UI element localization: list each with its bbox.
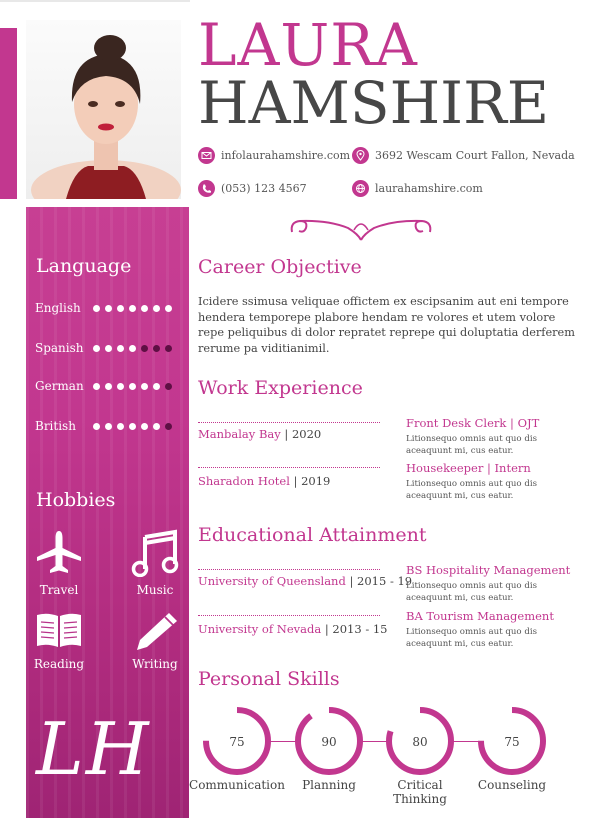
hobby-label: Reading — [33, 657, 85, 671]
rating-dot — [165, 305, 172, 312]
work-place: Manbalay Bay | 2020 — [198, 427, 322, 441]
language-rating — [93, 345, 172, 352]
profile-photo — [26, 20, 181, 199]
rating-dot — [165, 383, 172, 390]
work-role: Housekeeper | Intern — [406, 461, 531, 475]
skill-value: 75 — [229, 735, 245, 749]
hobby-label: Writing — [132, 657, 178, 671]
language-heading: Language — [36, 255, 132, 277]
rating-dot — [105, 345, 112, 352]
website-text: laurahamshire.com — [375, 182, 483, 195]
rating-dot — [93, 423, 100, 430]
education-description: Litionsequo omnis aut quo dis aceaquunt mi, cus eatur. — [406, 627, 537, 649]
education-title: Educational Attainment — [198, 524, 427, 546]
skill-ring — [370, 705, 470, 777]
hobby-music — [122, 529, 188, 597]
rating-dot — [117, 383, 124, 390]
rating-dot — [129, 423, 136, 430]
contact-email — [198, 147, 350, 164]
hobby-label: Travel — [39, 583, 79, 597]
airplane-icon — [35, 529, 83, 577]
rating-dot — [93, 345, 100, 352]
work-description: Litionsequo omnis aut quo dis aceaquunt mi, cus eatur. — [406, 434, 537, 456]
contact-website — [352, 180, 483, 197]
rating-dot — [141, 423, 148, 430]
rating-dot — [105, 423, 112, 430]
language-name: Spanish — [35, 341, 84, 355]
rating-dot — [93, 305, 100, 312]
skill-label: Communication — [189, 778, 285, 792]
rating-dot — [141, 383, 148, 390]
rating-dot — [153, 345, 160, 352]
rating-dot — [129, 383, 136, 390]
education-place: University of Nevada | 2013 - 15 — [198, 622, 388, 636]
location-pin-icon — [352, 147, 369, 164]
skill-label: Critical Thinking — [393, 778, 447, 806]
rating-dot — [141, 345, 148, 352]
education-place: University of Queensland | 2015 - 19 — [198, 574, 413, 588]
rating-dot — [129, 305, 136, 312]
hobby-label: Music — [136, 583, 174, 597]
rating-dot — [117, 305, 124, 312]
language-row — [35, 341, 185, 357]
language-row — [35, 379, 185, 395]
phone-text: (053) 123 4567 — [221, 182, 307, 195]
hobby-writing — [122, 611, 188, 671]
rating-dot — [165, 423, 172, 430]
language-name: British — [35, 419, 76, 433]
hobby-travel — [26, 529, 92, 597]
work-experience-title: Work Experience — [198, 377, 363, 399]
skill-label: Counseling — [477, 778, 547, 792]
rating-dot — [153, 383, 160, 390]
work-role: Front Desk Clerk | OJT — [406, 416, 540, 430]
divider — [198, 569, 380, 570]
skill-label: Planning — [302, 778, 356, 792]
open-book-icon — [35, 611, 83, 651]
first-name: LAURA — [198, 11, 418, 79]
skill-value: 90 — [321, 735, 337, 749]
skill-value: 75 — [504, 735, 520, 749]
education-degree: BS Hospitality Management — [406, 563, 571, 577]
work-description: Litionsequo omnis aut quo dis aceaquunt mi, cus eatur. — [406, 479, 537, 501]
mail-icon — [198, 147, 215, 164]
email-text: infolaurahamshire.com — [221, 149, 351, 162]
rating-dot — [105, 383, 112, 390]
rating-dot — [153, 423, 160, 430]
personal-skills-title: Personal Skills — [198, 668, 340, 690]
career-objective-title: Career Objective — [198, 256, 362, 278]
skill-ring — [462, 705, 562, 777]
language-rating — [93, 383, 172, 390]
divider — [198, 615, 380, 616]
divider — [198, 467, 380, 468]
skill-ring — [279, 705, 379, 777]
hobbies-heading: Hobbies — [36, 489, 116, 511]
rating-dot — [141, 305, 148, 312]
rating-dot — [117, 345, 124, 352]
hobby-reading — [26, 611, 92, 671]
music-note-icon — [131, 529, 179, 577]
top-divider — [0, 0, 190, 2]
globe-icon — [352, 180, 369, 197]
rating-dot — [117, 423, 124, 430]
flourish-ornament — [288, 212, 434, 248]
language-name: German — [35, 379, 84, 393]
rating-dot — [105, 305, 112, 312]
monogram: LH — [36, 707, 151, 791]
career-objective-text: Icidere ssimusa veliquae offictem ex escipsanim aut eni tempore hendera temporepe plabore hendam re volores et utem volore repe peliquibus di dolor repratet reprepe qui doluptatia derferem rerume pa viditianimil. — [198, 295, 575, 355]
contact-phone — [198, 180, 307, 197]
language-row — [35, 419, 185, 435]
rating-dot — [129, 345, 136, 352]
rating-dot — [93, 383, 100, 390]
work-place: Sharadon Hotel | 2019 — [198, 474, 331, 488]
phone-icon — [198, 180, 215, 197]
sidebar — [26, 207, 189, 818]
language-rating — [93, 423, 172, 430]
contact-address — [352, 147, 575, 164]
rating-dot — [153, 305, 160, 312]
divider — [198, 422, 380, 423]
language-rating — [93, 305, 172, 312]
last-name: HAMSHIRE — [198, 69, 550, 137]
rating-dot — [165, 345, 172, 352]
education-description: Litionsequo omnis aut quo dis aceaquunt mi, cus eatur. — [406, 581, 537, 603]
education-degree: BA Tourism Management — [406, 609, 554, 623]
accent-bar — [0, 28, 17, 199]
skill-value: 80 — [412, 735, 428, 749]
language-row — [35, 301, 185, 317]
address-text: 3692 Wescam Court Fallon, Nevada — [375, 149, 575, 162]
skill-ring — [187, 705, 287, 777]
language-name: English — [35, 301, 81, 315]
pen-icon — [131, 611, 179, 651]
